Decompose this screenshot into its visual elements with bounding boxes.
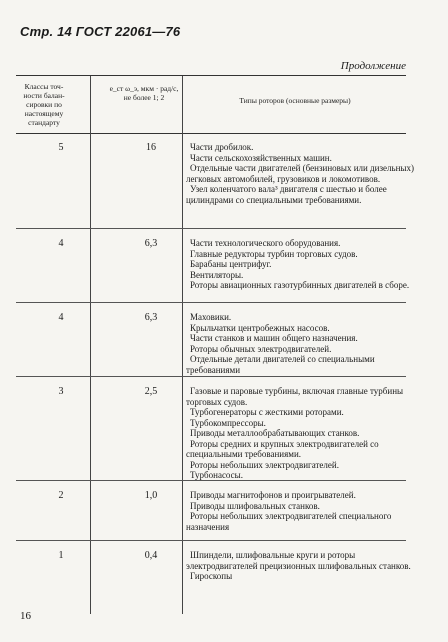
table-cell-value: 16	[146, 142, 156, 153]
table-cell-rotors	[186, 238, 416, 291]
table-cell-class: 3	[58, 386, 64, 397]
table-cell-value: 0,4	[144, 550, 158, 561]
row-separator	[16, 540, 406, 541]
rotor-line: Турбонасосы.	[190, 470, 243, 480]
rotor-line: Газовые и паровые турбины, включая главные турбины торговых судов.	[186, 386, 404, 407]
column-divider-1	[90, 76, 91, 614]
table-cell-class: 1	[58, 550, 64, 561]
rotor-line: Роторы авиационных газотурбинных двигателей в сборе.	[190, 280, 410, 290]
rotor-line: Турбогенераторы с жесткими роторами.	[190, 407, 344, 417]
rotor-line: Отдельные части двигателей (бензиновых или дизельных) легковых автомобилей, грузовиков и локомотивов.	[186, 163, 414, 184]
rotor-line: Шпиндели, шлифовальные круги и роторы электродвигателей прецизионных шлифовальных станков.	[186, 550, 411, 571]
rotor-line: Отдельные детали двигателей со специальными требованиями	[186, 354, 375, 375]
rotor-line: Приводы металлообрабатывающих станков.	[190, 428, 360, 438]
rotor-line: Главные редукторы турбин торговых судов.	[190, 248, 358, 259]
table-cell-rotors	[186, 490, 416, 532]
rotor-line: Вентиляторы.	[190, 269, 244, 280]
table-cell-class: 2	[58, 490, 64, 501]
row-separator	[16, 376, 406, 377]
table-cell-rotors	[186, 550, 416, 582]
rotor-line: Приводы магнитофонов и проигрывателей.	[190, 490, 356, 500]
table-top-rule	[16, 75, 406, 76]
table-cell-class: 4	[58, 238, 64, 249]
rotor-line: Части технологического оборудования.	[190, 238, 341, 248]
column-header-class: Классы точ-ности балан-сировки по настоящему стандарту	[23, 82, 65, 127]
rotor-line: Части сельскохозяйственных машин.	[190, 152, 332, 163]
rotor-line: Части станков и машин общего назначения.	[190, 333, 358, 343]
rotor-line: Роторы обычных электродвигателей.	[190, 343, 332, 354]
rotor-line: Роторы небольших электродвигателей.	[190, 459, 339, 470]
table-cell-class: 5	[58, 142, 64, 153]
table-cell-value: 6,3	[144, 238, 158, 249]
page-title: Стр. 14 ГОСТ 22061—76	[20, 24, 181, 39]
rotor-line: Маховики.	[190, 312, 232, 322]
table-cell-value: 1,0	[144, 490, 158, 501]
rotor-line: Части дробилок.	[190, 142, 254, 152]
rotor-line: Крыльчатки центробежных насосов.	[190, 322, 330, 333]
column-divider-2	[182, 76, 183, 614]
table-cell-rotors	[186, 312, 416, 375]
table-cell-rotors	[186, 142, 416, 205]
rotor-line: Турбокомпрессоры.	[190, 417, 266, 428]
table-cell-value: 2,5	[144, 386, 158, 397]
column-header-rotors: Типы роторов (основные размеры)	[239, 96, 351, 105]
row-separator	[16, 302, 406, 303]
rotor-line: Гироскопы	[190, 571, 233, 581]
table-cell-class: 4	[58, 312, 64, 323]
table-header-rule	[16, 133, 406, 134]
table-cell-rotors	[186, 386, 416, 481]
rotor-line: Узел коленчатого вала³ двигателя с шестью и более цилиндрами со специальными требованиями.	[186, 184, 387, 205]
column-header-value: e_ст ω_э, мкм · рад/с, не более 1; 2	[109, 84, 179, 102]
rotor-line: Приводы шлифовальных станков.	[190, 500, 320, 511]
row-separator	[16, 480, 406, 481]
rotor-line: Барабаны центрифуг.	[190, 259, 272, 269]
continuation-label: Продолжение	[340, 60, 406, 72]
page-number: 16	[20, 610, 31, 622]
table-cell-value: 6,3	[144, 312, 158, 323]
rotor-line: Роторы небольших электродвигателей специального назначения	[186, 511, 392, 532]
row-separator	[16, 228, 406, 229]
rotor-line: Роторы средних и крупных электродвигателей со специальными требованиями.	[186, 438, 379, 459]
